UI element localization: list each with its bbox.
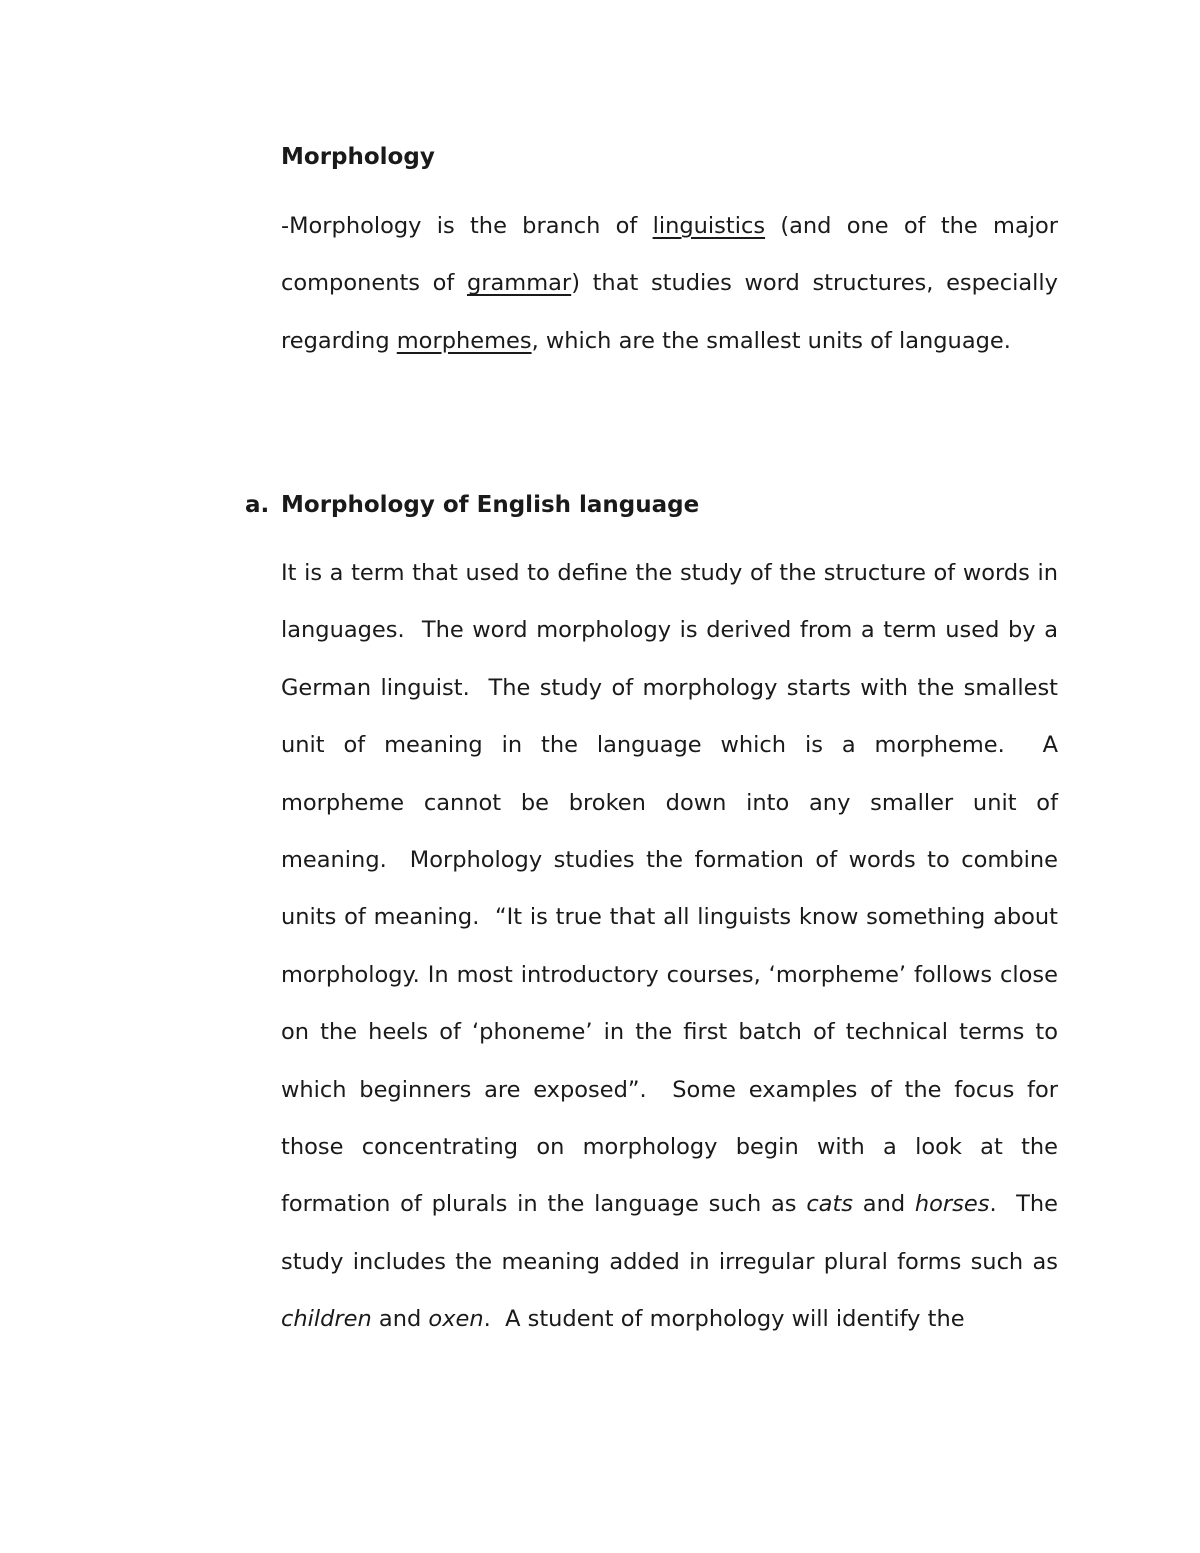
body-text: and <box>371 1306 429 1333</box>
intro-text: , which are the smallest units of language. <box>531 327 1011 354</box>
intro-text: -Morphology is the branch of <box>281 213 653 239</box>
intro-text: ) that studies word structures, especially regarding <box>281 270 1058 354</box>
body-text: . A student of morphology will identify the <box>483 1306 965 1333</box>
example-word: children <box>281 1306 372 1333</box>
page-title: Morphology <box>281 144 435 170</box>
grammar-link[interactable]: grammar <box>466 270 572 297</box>
example-word: horses <box>914 1191 990 1218</box>
section-title: Morphology of English language <box>281 492 700 518</box>
example-word: cats <box>806 1191 854 1218</box>
example-word: oxen <box>428 1306 484 1333</box>
body-text: . The study includes the meaning added in irregular plural forms such as <box>281 1191 1059 1275</box>
body-text: and <box>853 1191 915 1218</box>
section-heading <box>245 488 699 522</box>
morphemes-link[interactable]: morphemes <box>396 327 532 354</box>
body-text: It is a term that used to define the study of the structure of words in languages. The word morphology is derived from a term used by a German linguist. The study of morphology starts with the smallest unit of meaning in the language which is a morpheme. A morpheme cannot be broken down into any smaller unit of meaning. Morphology studies the formation of words to combine units of meaning. “It is true that all linguists know something about morphology. In most introductory courses, ‘morpheme’ follows close on the heels of ‘phoneme’ in the first batch of technical terms to which beginners are exposed”. Some examples of the focus for those concentrating on morphology begin with a look at the formation of plurals in the language such as <box>281 560 1058 1218</box>
body-paragraph <box>281 545 1058 1349</box>
intro-paragraph <box>281 198 1058 370</box>
intro-text: (and one of the major components of <box>281 213 1058 297</box>
list-marker: a. <box>245 492 270 518</box>
linguistics-link[interactable]: linguistics <box>652 213 766 239</box>
